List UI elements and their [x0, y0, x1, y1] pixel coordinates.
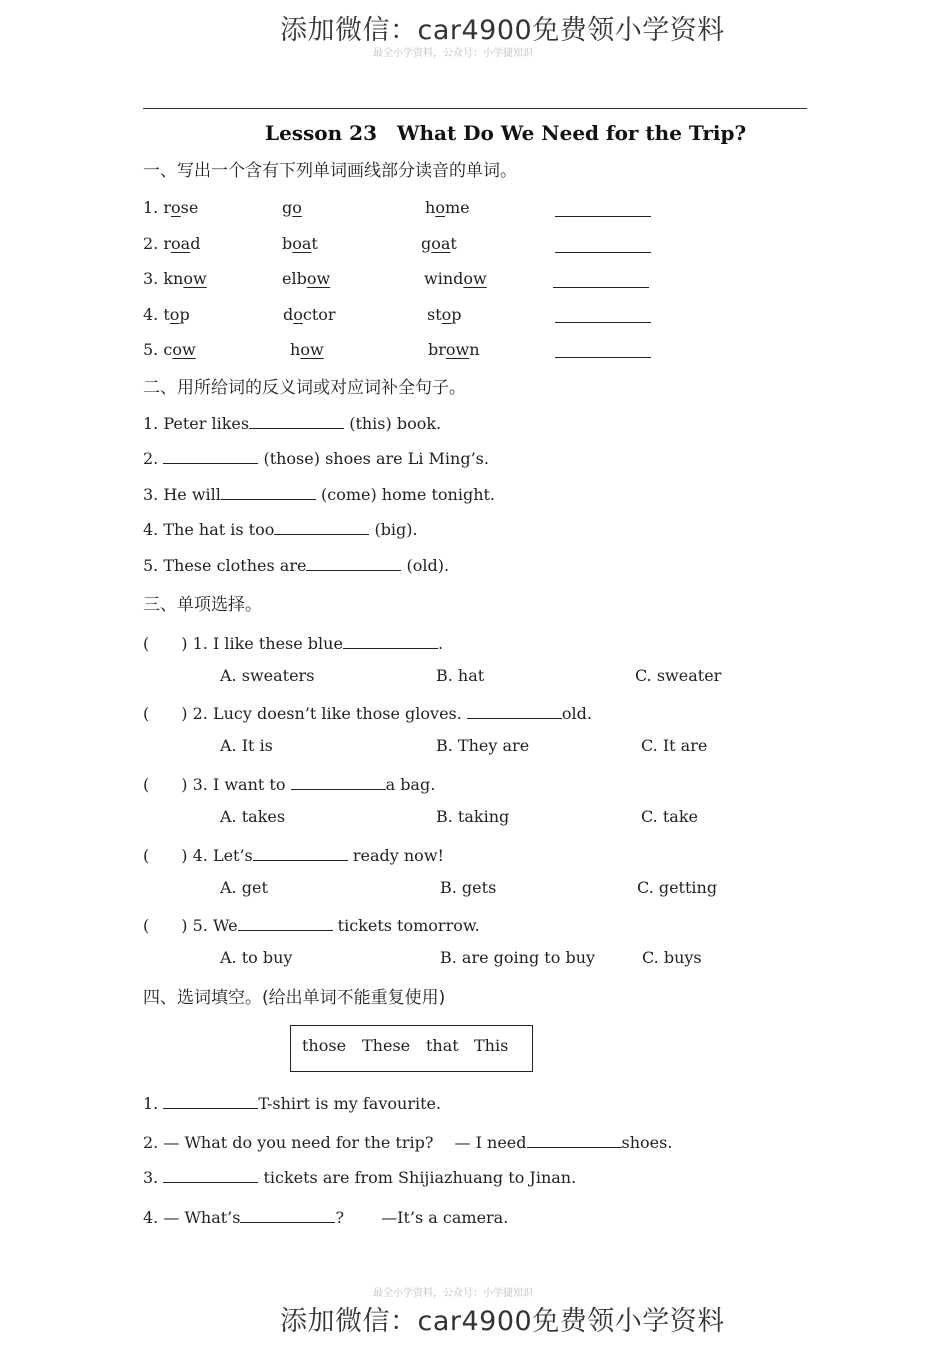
word-1: cow	[163, 340, 196, 359]
answer-blank[interactable]	[249, 414, 344, 429]
section1-heading: 一、写出一个含有下列单词画线部分读音的单词。	[143, 161, 517, 181]
section4-heading: 四、选词填空。(给出单词不能重复使用)	[143, 988, 446, 1008]
option-c[interactable]: C. buys	[642, 948, 702, 967]
word-1: know	[163, 269, 207, 288]
header-faint-text: 最全小学资料，公众号：小学捷知识	[373, 48, 533, 59]
option-c[interactable]: C. sweater	[635, 666, 722, 685]
option-b[interactable]: B. gets	[440, 878, 497, 897]
word-bank-item: that	[426, 1036, 459, 1055]
word-3: goat	[421, 234, 457, 253]
option-b[interactable]: B. taking	[436, 807, 510, 826]
word-bank-item: This	[474, 1036, 509, 1055]
row-number: 4.	[143, 305, 159, 324]
row-number: 1.	[143, 198, 159, 217]
answer-paren[interactable]: ( )	[143, 775, 188, 794]
answer-blank[interactable]	[163, 1168, 258, 1183]
choice-question: ( ) 5. We tickets tomorrow.	[143, 916, 480, 935]
word-3: brown	[428, 340, 480, 359]
phonics-row	[143, 305, 190, 324]
word-2: go	[282, 198, 302, 217]
answer-blank[interactable]	[274, 520, 369, 535]
answer-blank[interactable]	[553, 287, 649, 288]
answer-blank[interactable]	[163, 449, 258, 464]
option-a[interactable]: A. takes	[220, 807, 286, 826]
choice-question: ( ) 4. Let’s ready now!	[143, 846, 444, 865]
phonics-row	[143, 198, 198, 217]
word-1: rose	[163, 198, 199, 217]
fill-item: 4. The hat is too (big).	[143, 520, 418, 539]
answer-blank[interactable]	[240, 1208, 335, 1223]
section3-heading: 三、单项选择。	[143, 595, 262, 615]
phonics-row	[143, 340, 196, 359]
answer-blank[interactable]	[306, 556, 401, 571]
option-b[interactable]: B. They are	[436, 736, 530, 755]
answer-blank[interactable]	[221, 485, 316, 500]
answer-blank[interactable]	[527, 1133, 622, 1148]
word-2: boat	[282, 234, 318, 253]
fill-item: 2. — What do you need for the trip? — I need shoes.	[143, 1133, 673, 1152]
fill-item: 5. These clothes are (old).	[143, 556, 450, 575]
word-bank-item: those	[302, 1036, 347, 1055]
answer-blank[interactable]	[163, 1094, 258, 1109]
option-a[interactable]: A. sweaters	[220, 666, 315, 685]
header-rule	[143, 108, 807, 109]
word-3: home	[425, 198, 470, 217]
section2-heading: 二、用所给词的反义词或对应词补全句子。	[143, 378, 466, 398]
word-1: top	[163, 305, 190, 324]
row-number: 2.	[143, 234, 159, 253]
answer-paren[interactable]: ( )	[143, 704, 188, 723]
word-2: elbow	[282, 269, 331, 288]
page-title: Lesson 23 What Do We Need for the Trip?	[265, 121, 747, 145]
word-2: how	[290, 340, 324, 359]
choice-question: ( ) 1. I like these blue .	[143, 634, 444, 653]
word-bank-item: These	[362, 1036, 411, 1055]
answer-paren[interactable]: ( )	[143, 916, 188, 935]
word-3: window	[424, 269, 487, 288]
option-a[interactable]: A. get	[220, 878, 268, 897]
option-a[interactable]: A. It is	[220, 736, 273, 755]
choice-question: ( ) 3. I want to a bag.	[143, 775, 436, 794]
footer-banner: 添加微信：car4900免费领小学资料	[280, 1306, 725, 1337]
phonics-row	[143, 269, 207, 288]
option-b[interactable]: B. are going to buy	[440, 948, 596, 967]
fill-item: 1. T-shirt is my favourite.	[143, 1094, 442, 1113]
choice-question: ( ) 2. Lucy doesn’t like those gloves. old.	[143, 704, 592, 723]
header-banner: 添加微信：car4900免费领小学资料	[280, 15, 725, 46]
answer-paren[interactable]: ( )	[143, 846, 188, 865]
fill-item: 3. He will (come) home tonight.	[143, 485, 496, 504]
fill-item: 4. — What’s ? —It’s a camera.	[143, 1208, 509, 1227]
fill-item: 2. (those) shoes are Li Ming’s.	[143, 449, 489, 468]
option-c[interactable]: C. It are	[641, 736, 708, 755]
row-number: 5.	[143, 340, 159, 359]
option-b[interactable]: B. hat	[436, 666, 485, 685]
answer-blank	[253, 846, 348, 861]
row-number: 3.	[143, 269, 159, 288]
answer-paren[interactable]: ( )	[143, 634, 188, 653]
option-c[interactable]: C. take	[641, 807, 698, 826]
fill-item: 3. tickets are from Shijiazhuang to Jinan.	[143, 1168, 577, 1187]
footer-faint-text: 最全小学资料，公众号：小学捷知识	[373, 1288, 533, 1299]
word-2: doctor	[283, 305, 336, 324]
answer-blank	[291, 775, 386, 790]
option-a[interactable]: A. to buy	[220, 948, 293, 967]
option-c[interactable]: C. getting	[637, 878, 718, 897]
answer-blank	[467, 704, 562, 719]
answer-blank[interactable]	[555, 357, 651, 358]
answer-blank[interactable]	[555, 322, 651, 323]
answer-blank	[238, 916, 333, 931]
phonics-row	[143, 234, 200, 253]
answer-blank[interactable]	[555, 252, 651, 253]
word-1: road	[163, 234, 201, 253]
word-3: stop	[427, 305, 462, 324]
answer-blank	[343, 634, 438, 649]
fill-item: 1. Peter likes (this) book.	[143, 414, 442, 433]
answer-blank[interactable]	[555, 216, 651, 217]
